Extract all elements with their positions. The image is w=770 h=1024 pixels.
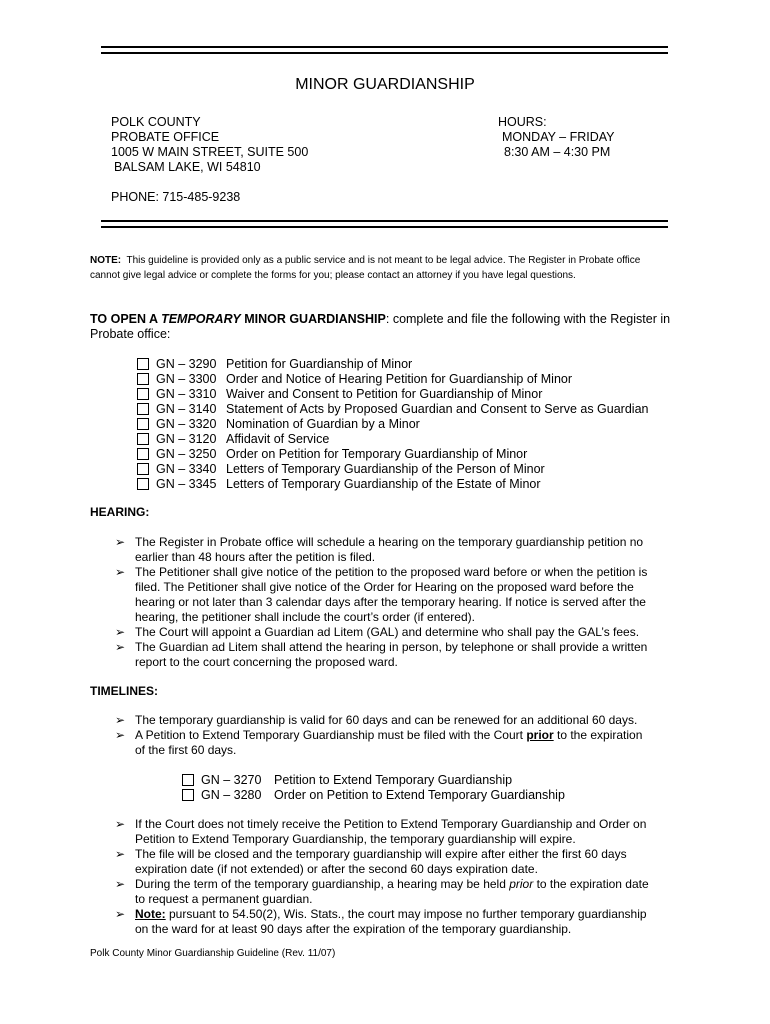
- hours-label: HOURS:: [498, 115, 547, 129]
- mid-rule-1: [101, 220, 668, 222]
- timelines-bullet-3: [115, 817, 685, 847]
- hours-days: MONDAY – FRIDAY: [502, 130, 615, 144]
- form-code: GN – 3280: [201, 787, 262, 802]
- top-rule-2: [101, 52, 668, 54]
- checkbox[interactable]: [182, 774, 194, 786]
- form-desc: Order and Notice of Hearing Petition for Guardianship of Minor: [226, 371, 573, 386]
- hearing-heading: HEARING:: [90, 505, 150, 519]
- note-label: NOTE:: [90, 255, 122, 266]
- bullet-arrow-icon: ➢: [115, 877, 126, 891]
- text-line: The file will be closed and the temporary guardianship will expire after either the first 60 days: [135, 847, 627, 861]
- text-line: The Petitioner shall give notice of the petition to the proposed ward before or when the petition is: [135, 565, 648, 579]
- disclaimer-note: [90, 253, 690, 283]
- form-desc: Letters of Temporary Guardianship of the Estate of Minor: [226, 476, 541, 491]
- open-emphasis: TEMPORARY: [161, 312, 241, 326]
- text-line: report to the court concerning the proposed ward.: [135, 655, 398, 669]
- text-line: expiration date (if not extended) or after the second 60 days expiration date.: [135, 862, 538, 876]
- bullet-arrow-icon: ➢: [115, 535, 126, 549]
- form-item[interactable]: [137, 461, 648, 476]
- form-item[interactable]: [137, 356, 648, 371]
- form-desc: Petition to Extend Temporary Guardianship: [274, 772, 513, 787]
- bullet-arrow-icon: ➢: [115, 713, 126, 727]
- form-item[interactable]: [137, 416, 648, 431]
- office-city: BALSAM LAKE, WI 54810: [114, 160, 261, 174]
- timelines-bullet-2: [115, 728, 685, 758]
- text-line: on the ward for at least 90 days after the expiration of the temporary guardianship.: [135, 922, 572, 936]
- office-address: [111, 115, 431, 175]
- text-line: If the Court does not timely receive the Petition to Extend Temporary Guardianship and Order on: [135, 817, 647, 831]
- form-code: GN – 3250: [156, 446, 217, 461]
- text-line: hearing, the petitioner shall include the court’s order (if entered).: [135, 610, 475, 624]
- form-code: GN – 3345: [156, 476, 217, 491]
- text-line: earlier than 48 hours after the petition is filed.: [135, 550, 376, 564]
- checkbox[interactable]: [137, 373, 149, 385]
- open-prefix: TO OPEN A: [90, 312, 162, 326]
- checkbox[interactable]: [137, 448, 149, 460]
- checkbox[interactable]: [137, 388, 149, 400]
- note-line-1: This guideline is provided only as a public service and is not meant to be legal advice. The Register in Probate office: [126, 255, 641, 266]
- footer-text: Polk County Minor Guardianship Guideline (Rev. 11/07): [90, 948, 336, 959]
- form-desc: Petition for Guardianship of Minor: [226, 356, 413, 371]
- form-code: GN – 3320: [156, 416, 217, 431]
- timelines-bullet-5: [115, 877, 685, 907]
- open-line-2: Probate office:: [90, 327, 171, 341]
- hearing-bullet-3: [115, 625, 685, 640]
- mid-rule-2: [101, 226, 668, 228]
- form-desc: Order on Petition for Temporary Guardianship of Minor: [226, 446, 528, 461]
- form-code: GN – 3340: [156, 461, 217, 476]
- text-line: hearing or not later than 3 calendar days after the temporary hearing. If notice is served after the: [135, 595, 646, 609]
- office-street: 1005 W MAIN STREET, SUITE 500: [111, 145, 309, 159]
- text-line: The Court will appoint a Guardian ad Litem (GAL) and determine who shall pay the GAL’s fees.: [135, 625, 640, 639]
- text-line: Note: pursuant to 54.50(2), Wis. Stats., the court may impose no further temporary guardianship: [135, 907, 647, 921]
- open-rest: : complete and file the following with the Register in: [385, 312, 671, 326]
- timelines-bullet-6: [115, 907, 685, 937]
- hours-time: 8:30 AM – 4:30 PM: [504, 145, 611, 159]
- form-item[interactable]: [182, 787, 565, 802]
- timelines-heading: TIMELINES:: [90, 684, 158, 698]
- bullet-arrow-icon: ➢: [115, 817, 126, 831]
- text-line: to request a permanent guardian.: [135, 892, 313, 906]
- form-desc: Waiver and Consent to Petition for Guardianship of Minor: [226, 386, 543, 401]
- form-checklist: [137, 356, 648, 491]
- form-desc: Statement of Acts by Proposed Guardian and Consent to Serve as Guardian: [226, 401, 649, 416]
- office-hours: [498, 115, 658, 160]
- office-county: POLK COUNTY: [111, 115, 201, 129]
- form-item[interactable]: [137, 371, 648, 386]
- checkbox[interactable]: [182, 789, 194, 801]
- office-phone: PHONE: 715-485-9238: [111, 190, 241, 204]
- top-rule-1: [101, 46, 668, 48]
- form-item[interactable]: [137, 386, 648, 401]
- text-line: The Register in Probate office will schedule a hearing on the temporary guardianship petition no: [135, 535, 644, 549]
- hearing-bullet-4: [115, 640, 685, 670]
- text-line: filed. The Petitioner shall give notice of the Order for Hearing on the proposed ward before the: [135, 580, 634, 594]
- text-line: of the first 60 days.: [135, 743, 237, 757]
- text-line: The temporary guardianship is valid for 60 days and can be renewed for an additional 60 days.: [135, 713, 638, 727]
- form-code: GN – 3310: [156, 386, 217, 401]
- timelines-bullet-4: [115, 847, 685, 877]
- checkbox[interactable]: [137, 478, 149, 490]
- extend-form-checklist: [182, 772, 565, 802]
- form-code: GN – 3270: [201, 772, 262, 787]
- form-desc: Affidavit of Service: [226, 431, 330, 446]
- open-suffix: MINOR GUARDIANSHIP: [240, 312, 386, 326]
- form-code: GN – 3290: [156, 356, 217, 371]
- form-item[interactable]: [182, 772, 565, 787]
- bullet-arrow-icon: ➢: [115, 625, 126, 639]
- form-item[interactable]: [137, 401, 648, 416]
- form-code: GN – 3120: [156, 431, 217, 446]
- bullet-arrow-icon: ➢: [115, 847, 126, 861]
- form-desc: Nomination of Guardian by a Minor: [226, 416, 420, 431]
- text-line: During the term of the temporary guardianship, a hearing may be held prior to the expiration date: [135, 877, 649, 891]
- page-title: MINOR GUARDIANSHIP: [295, 76, 475, 93]
- text-line: A Petition to Extend Temporary Guardianship must be filed with the Court prior to the expiration: [135, 728, 643, 742]
- bullet-arrow-icon: ➢: [115, 565, 126, 579]
- bullet-arrow-icon: ➢: [115, 907, 126, 921]
- form-item[interactable]: [137, 431, 648, 446]
- note-line-2: cannot give legal advice or complete the forms for you; please contact an attorney if you have legal questions.: [90, 270, 576, 281]
- hearing-bullet-1: [115, 535, 685, 565]
- text-line: The Guardian ad Litem shall attend the hearing in person, by telephone or shall provide a written: [135, 640, 648, 654]
- bullet-arrow-icon: ➢: [115, 728, 126, 742]
- form-code: GN – 3140: [156, 401, 217, 416]
- checkbox[interactable]: [137, 358, 149, 370]
- checkbox[interactable]: [137, 403, 149, 415]
- checkbox[interactable]: [137, 433, 149, 445]
- form-desc: Order on Petition to Extend Temporary Guardianship: [274, 787, 565, 802]
- timelines-bullet-1: [115, 713, 685, 728]
- form-item[interactable]: [137, 446, 648, 461]
- text-line: Petition to Extend Temporary Guardianship, the temporary guardianship will expire.: [135, 832, 576, 846]
- form-code: GN – 3300: [156, 371, 217, 386]
- open-section-intro: [90, 312, 690, 342]
- bullet-arrow-icon: ➢: [115, 640, 126, 654]
- checkbox[interactable]: [137, 463, 149, 475]
- hearing-bullet-2: [115, 565, 685, 625]
- form-item[interactable]: [137, 476, 648, 491]
- form-desc: Letters of Temporary Guardianship of the Person of Minor: [226, 461, 545, 476]
- checkbox[interactable]: [137, 418, 149, 430]
- office-name: PROBATE OFFICE: [111, 130, 220, 144]
